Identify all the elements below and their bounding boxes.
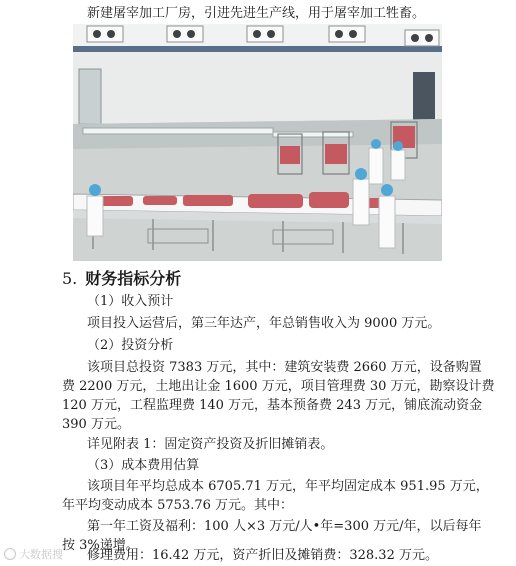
sub2-heading: （2）投资分析 — [87, 338, 174, 353]
sub2-line: 该项目总投资 7383 万元，其中：建筑安装费 2660 万元，设备购置 — [87, 360, 482, 375]
sub1-heading: （1）收入预计 — [87, 294, 174, 309]
watermark — [4, 546, 63, 562]
sub3-line: 年平均变动成本 5753.76 万元。其中： — [62, 498, 294, 513]
intro-line: 新建屠宰加工厂房，引进先进生产线，用于屠宰加工牲畜。 — [87, 6, 426, 21]
section-title: 财务指标分析 — [85, 269, 182, 288]
factory-photo — [73, 24, 442, 261]
sub3-heading: （3）成本费用估算 — [87, 458, 200, 473]
camera-icon — [4, 548, 16, 560]
section-number: 5. — [62, 269, 78, 288]
wage-line: 按 3%递增。 — [62, 538, 139, 553]
sub2-line: 费 2200 万元，土地出让金 1600 万元，项目管理费 30 万元，勘察设计费 — [62, 379, 495, 394]
sub3-line: 该项目年平均总成本 6705.71 万元，年平均固定成本 951.95 万元， — [87, 479, 489, 494]
watermark-text: 大数据搜 — [19, 548, 63, 561]
sub1-text: 项目投入运营后，第三年达产，年总销售收入为 9000 万元。 — [87, 316, 441, 331]
sub2-line: 390 万元。 — [62, 417, 130, 432]
wage-line: 第一年工资及福利：100 人×3 万元/人•年=300 万元/年，以后每年 — [87, 519, 482, 534]
sub2-line: 120 万元，工程监理费 140 万元，基本预备费 243 万元，铺底流动资金 — [62, 398, 483, 413]
section-heading — [62, 268, 181, 290]
repair-line: 修理费用：16.42 万元，资产折旧及摊销费：328.32 万元。 — [87, 548, 438, 563]
sub2-note: 详见附表 1：固定资产投资及折旧摊销表。 — [87, 437, 334, 452]
